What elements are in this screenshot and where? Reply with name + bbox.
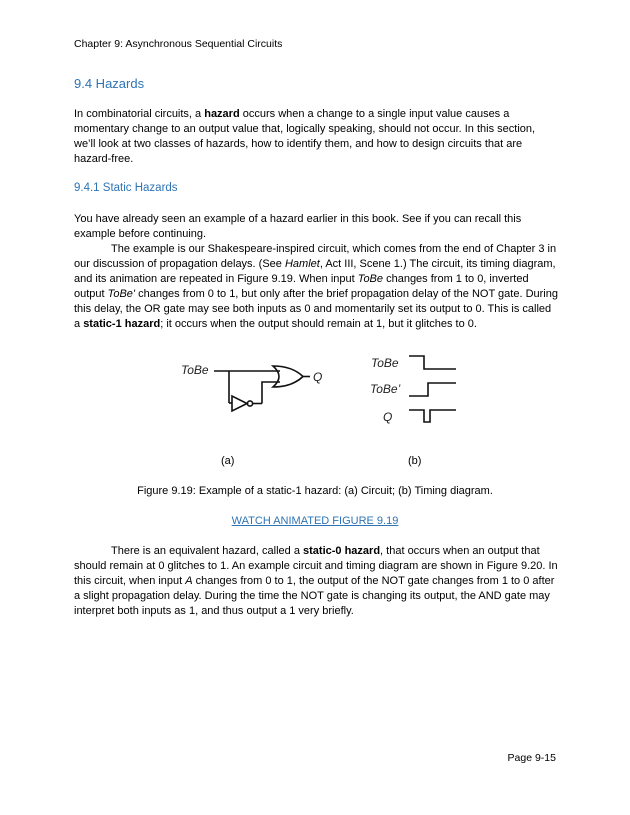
- not-bubble: [247, 401, 252, 406]
- or-gate: [273, 366, 303, 387]
- running-header: Chapter 9: Asynchronous Sequential Circuits: [74, 38, 283, 50]
- subsection-title: 9.4.1 Static Hazards: [74, 182, 178, 194]
- timing-diagram: [370, 356, 456, 424]
- figure-caption: Figure 9.19: Example of a static-1 hazard: (a) Circuit; (b) Timing diagram.: [137, 485, 493, 497]
- waveform-tobe: [409, 356, 456, 369]
- timing-label-tobe: ToBe: [371, 356, 399, 370]
- static-0-paragraph: There is an equivalent hazard, called a static-0 hazard, that occurs when an output that should remain at 0 glitches to 1. An example circuit and timing diagram are shown in Figure 9.20. In this circuit, when input A changes from 0 to 1, the output of the NOT gate changes from 1 to 0 after a slight propagation delay. During the time the NOT gate is changing its output, the AND gate may interpret both inputs as 1, and thus output a 1 very briefly.: [74, 545, 558, 617]
- watch-animated-figure-link[interactable]: WATCH ANIMATED FIGURE 9.19: [231, 515, 399, 527]
- term-hazard: hazard: [204, 108, 240, 120]
- not-gate: [232, 396, 247, 411]
- circuit-diagram: [181, 363, 322, 411]
- figure-drawing: [0, 350, 630, 460]
- static-hazard-paragraph: You have already seen an example of a hazard earlier in this book. See if you can recall this example before continuing. The example is our Shakespeare-inspired circuit, which comes from the end of Chapter 3 in our discussion of propagation delays. (See Hamlet, Act III, Scene 1.) The circuit, its timing diagram, and its animation are repeated in Figure 9.19. When input ToBe changes from 1 to 0, inverted output ToBe' changes from 0 to 1, but only after the brief propagation delay of the NOT gate. During this delay, the OR gate may see both inputs as 0 and momentarily set its output to 0. This is called a static-1 hazard; it occurs when the output should remain at 1, but it glitches to 0.: [74, 213, 558, 330]
- figure-9-19: [0, 350, 630, 460]
- circuit-input-label: ToBe: [181, 363, 209, 377]
- term-static-0-hazard: static-0 hazard: [303, 545, 381, 557]
- waveform-tobe-prime: [409, 383, 456, 396]
- circuit-output-label: Q: [313, 370, 323, 384]
- page-number: Page 9-15: [507, 752, 556, 764]
- hamlet-title: Hamlet: [284, 258, 320, 270]
- subfigure-label-b: (b): [408, 455, 422, 467]
- animated-figure-link-wrap: [0, 515, 630, 527]
- timing-label-q: Q: [383, 410, 393, 424]
- timing-label-tobe-prime: ToBe’: [370, 382, 401, 396]
- subfigure-label-a: (a): [221, 455, 235, 467]
- section-title: 9.4 Hazards: [74, 76, 145, 91]
- waveform-q: [409, 410, 456, 422]
- intro-paragraph: In combinatorial circuits, a hazard occurs when a change to a single input value causes a momentary change to an output value that, logically speaking, should not occur. In this section, we’ll look at two classes of hazards, how to identify them, and how to design circuits that are hazard-free.: [74, 108, 536, 165]
- term-static-1-hazard: static-1 hazard: [83, 318, 161, 330]
